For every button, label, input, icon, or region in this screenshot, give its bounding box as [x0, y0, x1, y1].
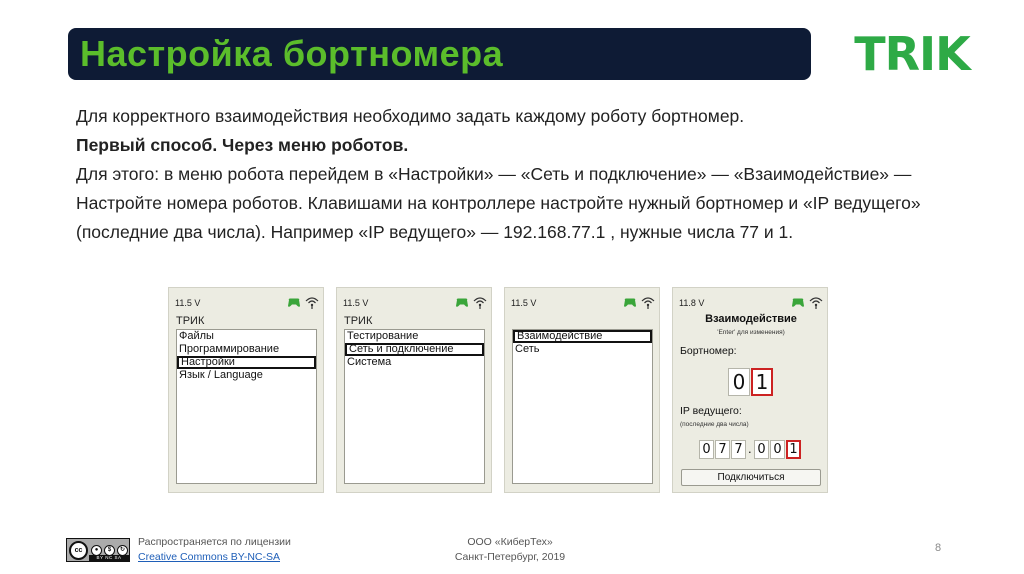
method-heading: Первый способ. Через меню роботов. — [76, 135, 409, 155]
org-info — [410, 535, 610, 565]
gamepad-icon — [623, 297, 637, 308]
menu-item-files[interactable]: Файлы — [179, 330, 214, 342]
menu-list — [512, 329, 653, 484]
enter-hint: 'Enter' для изменения) — [717, 329, 785, 336]
gamepad-icon — [791, 297, 805, 308]
robot-screen-interaction — [672, 287, 828, 493]
slide-body — [76, 102, 926, 247]
battery-voltage: 11.5 V — [343, 298, 369, 308]
status-bar — [679, 296, 823, 310]
ip-digit-1[interactable]: 0 — [699, 440, 714, 459]
title-bar — [68, 28, 811, 80]
org-name: ООО «КиберТех» — [467, 536, 553, 548]
menu-item-interaction[interactable]: Взаимодействие — [513, 330, 652, 343]
trik-logo — [836, 27, 988, 81]
menu-item-network[interactable]: Сеть и подключение — [345, 343, 484, 356]
logo-text: TRIK — [854, 27, 970, 81]
menu-item-language[interactable]: Язык / Language — [179, 369, 263, 381]
ip-digit-2[interactable]: 7 — [715, 440, 730, 459]
menu-item-net[interactable]: Сеть — [515, 343, 540, 355]
battery-voltage: 11.5 V — [175, 298, 201, 308]
connect-button[interactable]: Подключиться — [681, 469, 821, 486]
screen-title: ТРИК — [176, 315, 205, 327]
gamepad-icon — [287, 297, 301, 308]
slide-title: Настройка бортномера — [80, 33, 504, 74]
screen-title: ТРИК — [344, 315, 373, 327]
gamepad-icon — [455, 297, 469, 308]
nc-icon: $ — [104, 545, 115, 556]
menu-item-settings[interactable]: Настройки — [177, 356, 316, 369]
robot-screen-settings — [336, 287, 492, 493]
cc-icon: cc — [69, 541, 88, 560]
sa-icon: ↻ — [117, 545, 128, 556]
org-city-year: Санкт-Петербург, 2019 — [454, 551, 566, 563]
battery-voltage: 11.5 V — [511, 298, 537, 308]
interaction-title: Взаимодействие — [705, 313, 797, 325]
ip-digit-5[interactable]: 0 — [770, 440, 785, 459]
menu-item-programming[interactable]: Программирование — [179, 343, 280, 355]
hull-digit-1[interactable]: 0 — [728, 368, 750, 396]
battery-voltage: 11.8 V — [679, 298, 705, 308]
hull-digit-2[interactable]: 1 — [751, 368, 773, 396]
wifi-icon — [473, 296, 487, 309]
robot-screen-network — [504, 287, 660, 493]
status-bar — [175, 296, 319, 310]
menu-list — [176, 329, 317, 484]
license-link[interactable]: Creative Commons BY-NC-SA — [138, 551, 280, 563]
ip-hint: (последние два числа) — [680, 421, 749, 428]
cc-license-badge — [66, 538, 130, 562]
ip-digit-3[interactable]: 7 — [731, 440, 746, 459]
license-info — [138, 535, 291, 565]
ip-dot: . — [748, 441, 752, 456]
license-text: Распространяется по лицензии — [138, 536, 291, 548]
ip-digit-6[interactable]: 1 — [786, 440, 801, 459]
wifi-icon — [305, 296, 319, 309]
intro-paragraph: Для корректного взаимодействия необходимо задать каждому роботу бортномер. — [76, 106, 745, 126]
instructions-paragraph: Для этого: в меню робота перейдем в «Настройки» — «Сеть и подключение» — «Взаимодействие» — Настройте номера роботов. Клавишами на контроллере настройте нужный бортномер и «IP ведущего» (последние два числа). Например «IP ведущего» — 192.168.77.1 , нужные числа 77 и 1. — [76, 164, 921, 242]
wifi-icon — [809, 296, 823, 309]
page-number: 8 — [935, 542, 942, 554]
cc-strip: BY NC SA — [89, 555, 129, 561]
ip-digit-4[interactable]: 0 — [754, 440, 769, 459]
menu-item-testing[interactable]: Тестирование — [347, 330, 419, 342]
wifi-icon — [641, 296, 655, 309]
menu-list — [344, 329, 485, 484]
hull-number-label: Бортномер: — [680, 345, 737, 357]
menu-item-system[interactable]: Система — [347, 356, 392, 368]
status-bar — [343, 296, 487, 310]
robot-screen-main-menu — [168, 287, 324, 493]
ip-leader-label: IP ведущего: — [680, 405, 742, 417]
status-bar — [511, 296, 655, 310]
by-icon: ● — [91, 545, 102, 556]
